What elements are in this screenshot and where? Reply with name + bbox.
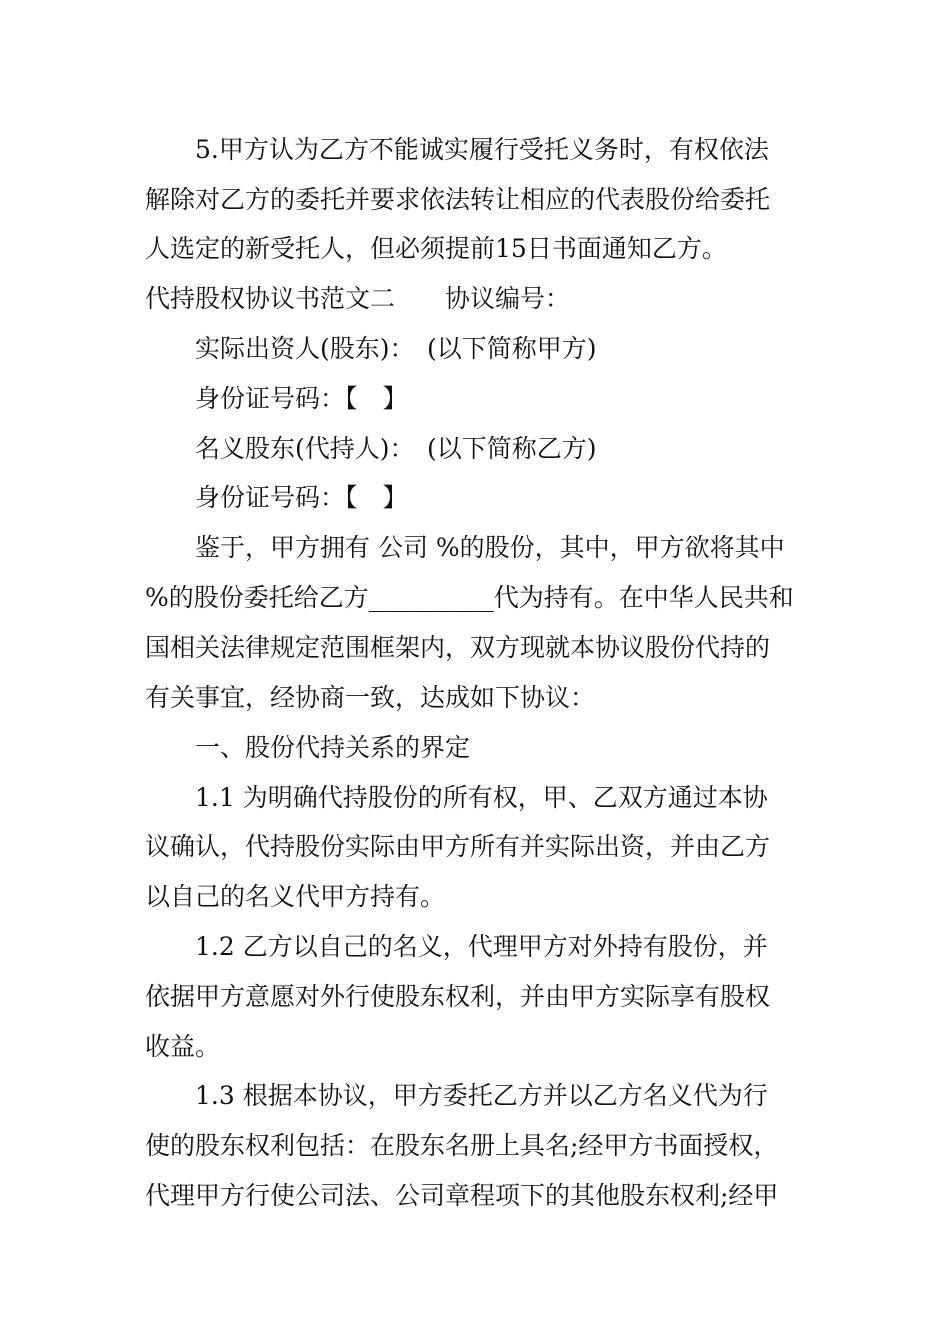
paragraph-line: %的股份委托给乙方__________代为持有。在中华人民共和 [145,583,794,612]
party-b-line: 名义股东(代持人)： (以下简称乙方) [195,434,597,463]
section-heading: 一、股份代持关系的界定 [195,733,471,762]
clause-line: 1.1 为明确代持股份的所有权，甲、乙双方通过本协 [195,783,768,812]
clause-line: 代理甲方行使公司法、公司章程项下的其他股东权利;经甲 [145,1181,779,1210]
clause-line: 收益。 [145,1032,221,1061]
clause-line: 以自己的名义代甲方持有。 [145,882,446,911]
clause-line: 使的股东权利包括：在股东名册上具名;经甲方书面授权， [145,1131,779,1160]
clause-line: 1.2 乙方以自己的名义，代理甲方对外持有股份，并 [195,932,768,961]
id-number-line: 身份证号码：【 】 [195,384,408,413]
party-a-line: 实际出资人(股东)： (以下简称甲方) [195,334,597,363]
paragraph-line: 5.甲方认为乙方不能诚实履行受托义务时，有权依法 [195,135,769,164]
clause-line: 依据甲方意愿对外行使股东权利，并由甲方实际享有股权 [145,982,771,1011]
id-number-line: 身份证号码：【 】 [195,483,408,512]
clause-line: 议确认，代持股份实际由甲方所有并实际出资，并由乙方 [145,832,771,861]
clause-line: 1.3 根据本协议，甲方委托乙方并以乙方名义代为行 [195,1081,768,1110]
paragraph-line: 国相关法律规定范围框架内，双方现就本协议股份代持的 [145,633,771,662]
section-heading: 代持股权协议书范文二 协议编号： [145,284,571,313]
paragraph-line: 鉴于，甲方拥有 公司 %的股份，其中，甲方欲将其中 [195,533,785,562]
paragraph-line: 人选定的新受托人，但必须提前15日书面通知乙方。 [145,234,727,263]
paragraph-line: 有关事宜，经协商一致，达成如下协议： [145,683,596,712]
paragraph-line: 解除对乙方的委托并要求依法转让相应的代表股份给委托 [145,185,771,214]
